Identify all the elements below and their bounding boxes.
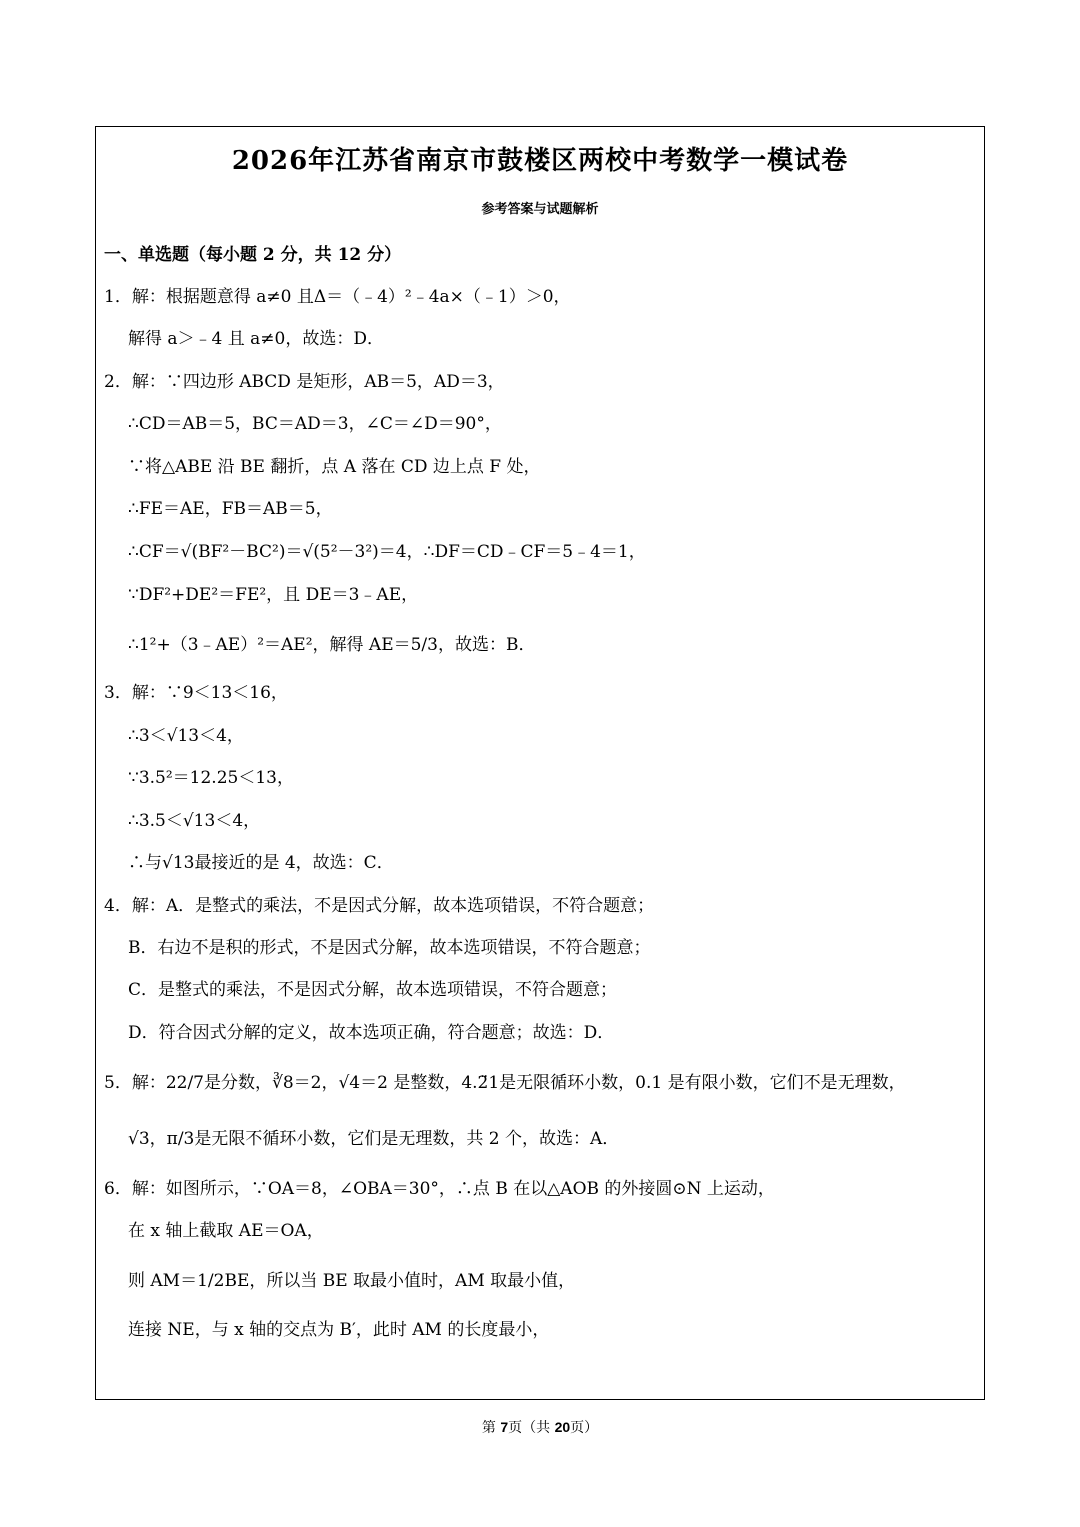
solution-line: 解得 a＞﹣4 且 a≠0，故选：D．	[128, 329, 384, 349]
footer-total-pages: 20	[554, 1419, 571, 1435]
footer-page-number: 7	[500, 1419, 509, 1435]
solution-line: ∵3.5²＝12.25＜13，	[128, 768, 294, 788]
solution-line: 1．解：根据题意得 a≠0 且Δ＝（﹣4）²﹣4a×（﹣1）＞0，	[104, 287, 571, 307]
page-subtitle: 参考答案与试题解析	[481, 202, 599, 217]
solution-line: C．是整式的乘法，不是因式分解，故本选项错误，不符合题意；	[128, 980, 618, 1000]
footer-suffix: 页）	[570, 1420, 599, 1436]
solution-line: ∴1²+（3﹣AE）²＝AE²，解得 AE＝5/3，故选：B．	[128, 635, 536, 655]
page-footer	[0, 1417, 1080, 1437]
solution-line: ∴3.5＜√13＜4，	[128, 811, 261, 831]
solution-line: ∵将△ABE 沿 BE 翻折，点 A 落在 CD 边上点 F 处，	[128, 457, 541, 477]
solution-line: 5．解：22/7是分数，∛8＝2，√4＝2 是整数，4.2̈1是无限循环小数，0.1 是有限小数，它们不是无理数，	[104, 1073, 906, 1093]
section-heading: 一、单选题（每小题 2 分，共 12 分）	[104, 245, 402, 265]
solution-line: 2．解：∵四边形 ABCD 是矩形，AB＝5，AD＝3，	[104, 372, 505, 392]
page-title: 2026年江苏省南京市鼓楼区两校中考数学一模试卷	[231, 146, 849, 176]
footer-prefix: 第	[481, 1420, 501, 1436]
solution-line: 6．解：如图所示，∵OA＝8，∠OBA＝30°，∴点 B 在以△AOB 的外接圆⊙N 上运动，	[104, 1179, 775, 1199]
solution-line: ∴3＜√13＜4，	[128, 726, 244, 746]
solution-line: ∴CD＝AB＝5，BC＝AD＝3，∠C＝∠D＝90°，	[128, 414, 502, 434]
solution-line: ∴FE＝AE，FB＝AB＝5，	[128, 499, 333, 519]
solution-line: ∴与√13最接近的是 4，故选：C．	[128, 853, 394, 873]
solution-line: 则 AM＝1/2BE，所以当 BE 取最小值时，AM 取最小值，	[128, 1271, 576, 1291]
solution-line: ∴CF＝√(BF²－BC²)＝√(5²－3²)＝4，∴DF＝CD﹣CF＝5﹣4＝1，	[128, 542, 646, 562]
solution-line: 3．解：∵9＜13＜16，	[104, 683, 288, 703]
solution-line: D．符合因式分解的定义，故本选项正确，符合题意；故选：D．	[128, 1023, 615, 1043]
solution-line: ∵DF²+DE²＝FE²，且 DE＝3﹣AE，	[128, 585, 419, 605]
footer-mid: 页（共	[508, 1420, 555, 1436]
solution-line: √3，π/3是无限不循环小数，它们是无理数，共 2 个，故选：A．	[128, 1129, 620, 1149]
solution-line: 4．解：A．是整式的乘法，不是因式分解，故本选项错误，不符合题意；	[104, 896, 655, 916]
solution-line: 连接 NE，与 x 轴的交点为 B′，此时 AM 的长度最小，	[128, 1320, 550, 1340]
solution-line: 在 x 轴上截取 AE＝OA，	[128, 1221, 324, 1241]
solution-line: B．右边不是积的形式，不是因式分解，故本选项错误，不符合题意；	[128, 938, 651, 958]
